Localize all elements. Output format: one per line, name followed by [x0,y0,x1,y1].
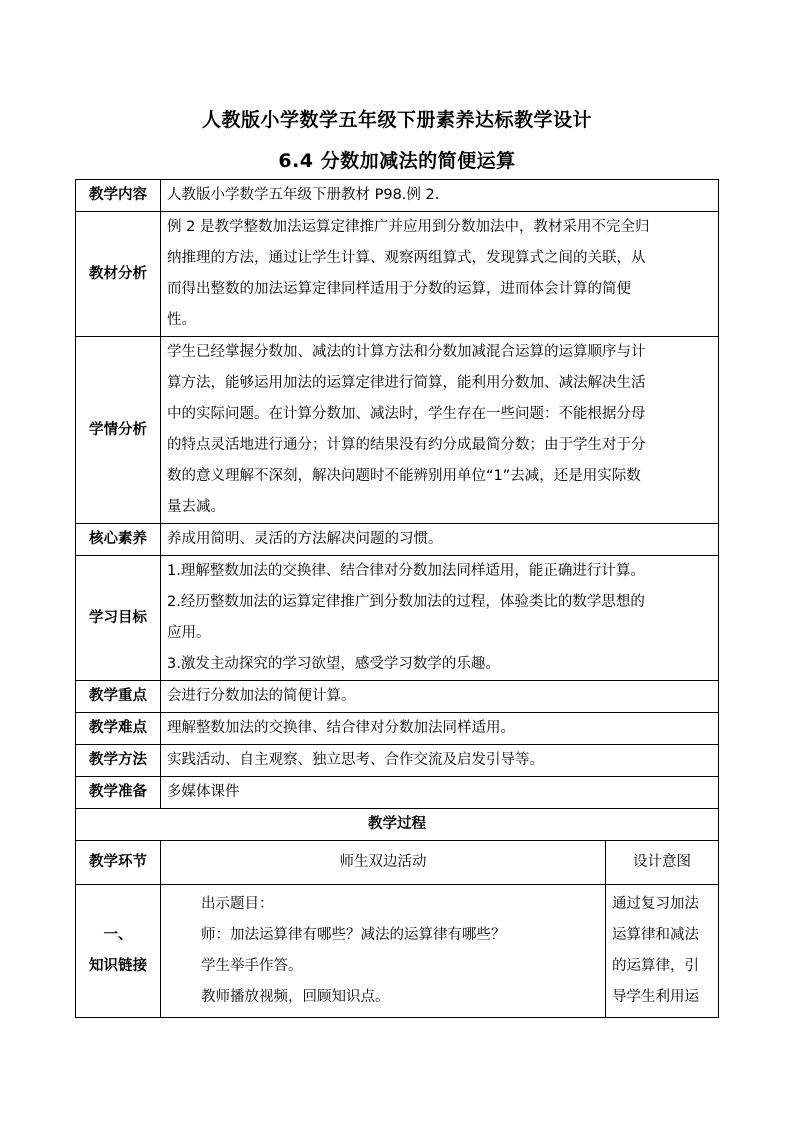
row-label: 核心素养 [76,524,161,556]
process-title: 教学过程 [76,809,719,841]
intent-cell [606,885,719,1018]
lesson-plan-table [75,179,719,1018]
stage-number: 一、 [103,927,133,943]
intent-line: 导学生利用运 [612,989,699,1005]
row-content [161,681,719,713]
info-row [76,681,719,713]
info-row [76,556,719,681]
content-line: 养成用简明、灵活的方法解决问题的习惯。 [167,531,443,547]
intent-line: 通过复习加法 [612,896,699,912]
content-line: 实践活动、自主观察、独立思考、合作交流及启发引导等。 [167,752,544,768]
content-line: 的特点灵活地进行通分；计算的结果没有约分成最简分数；由于学生对于分 [167,437,646,453]
stage-cell [76,885,161,1018]
row-label: 教学方法 [76,745,161,777]
row-content [161,713,719,745]
row-content [161,337,719,524]
header-intent: 设计意图 [606,841,719,885]
activity-line: 教师播放视频，回顾知识点。 [201,989,390,1005]
activity-line: 出示题目： [201,896,274,912]
process-title-row [76,809,719,841]
row-content [161,745,719,777]
row-content [161,212,719,337]
document-subtitle: 6.4 分数加减法的简便运算 [278,150,516,172]
content-line: 人教版小学数学五年级下册教材 P98.例 2. [167,187,440,203]
content-line: 会进行分数加法的简便计算。 [167,688,356,704]
row-label: 学情分析 [76,337,161,524]
info-row [76,777,719,809]
activity-line: 学生举手作答。 [201,958,303,974]
row-label: 教材分析 [76,212,161,337]
content-line: 数的意义理解不深刻，解决问题时不能辨别用单位“1”去减，还是用实际数 [167,468,641,484]
content-line: 多媒体课件 [167,784,240,800]
content-line: 量去减。 [167,499,225,515]
row-label: 教学准备 [76,777,161,809]
content-line: 而得出整数的加法运算定律同样适用于分数的运算，进而体会计算的简便 [167,281,631,297]
info-rows [76,180,719,809]
info-row [76,713,719,745]
header-activity: 师生双边活动 [161,841,606,885]
row-content [161,524,719,556]
content-line: 性。 [167,312,196,328]
content-line: 1.理解整数加法的交换律、结合律对分数加法同样适用，能正确进行计算。 [167,563,645,579]
row-label: 教学难点 [76,713,161,745]
header-stage: 教学环节 [76,841,161,885]
activity-cell [161,885,606,1018]
content-line: 应用。 [167,625,211,641]
info-row [76,180,719,212]
activity-line: 师：加法运算律有哪些？减法的运算律有哪些？ [201,927,506,943]
row-content [161,777,719,809]
row-content [161,556,719,681]
intent-line: 的运算律，引 [612,958,699,974]
row-label: 教学内容 [76,180,161,212]
content-line: 算方法，能够运用加法的运算定律进行简算，能利用分数加、减法解决生活 [167,375,646,391]
content-line: 3.激发主动探究的学习欲望，感受学习数学的乐趣。 [167,656,500,672]
row-content [161,180,719,212]
info-row [76,337,719,524]
content-line: 纳推理的方法，通过让学生计算、观察两组算式，发现算式之间的关联，从 [167,250,646,266]
info-row [76,212,719,337]
content-line: 学生已经掌握分数加、减法的计算方法和分数加减混合运算的运算顺序与计 [167,344,646,360]
content-line: 理解整数加法的交换律、结合律对分数加法同样适用。 [167,720,515,736]
document-title: 人教版小学数学五年级下册素养达标教学设计 [201,109,592,131]
info-row [76,524,719,556]
row-label: 教学重点 [76,681,161,713]
info-row [76,745,719,777]
content-line: 2.经历整数加法的运算定律推广到分数加法的过程，体验类比的数学思想的 [167,594,645,610]
row-label: 学习目标 [76,556,161,681]
process-header-row [76,841,719,885]
intent-line: 运算律和减法 [612,927,699,943]
stage-row [76,885,719,1018]
stage-name: 知识链接 [89,958,147,974]
content-line: 例 2 是教学整数加法运算定律推广并应用到分数加法中，教材采用不完全归 [167,219,650,235]
content-line: 中的实际问题。在计算分数加、减法时，学生存在一些问题：不能根据分母 [167,406,646,422]
